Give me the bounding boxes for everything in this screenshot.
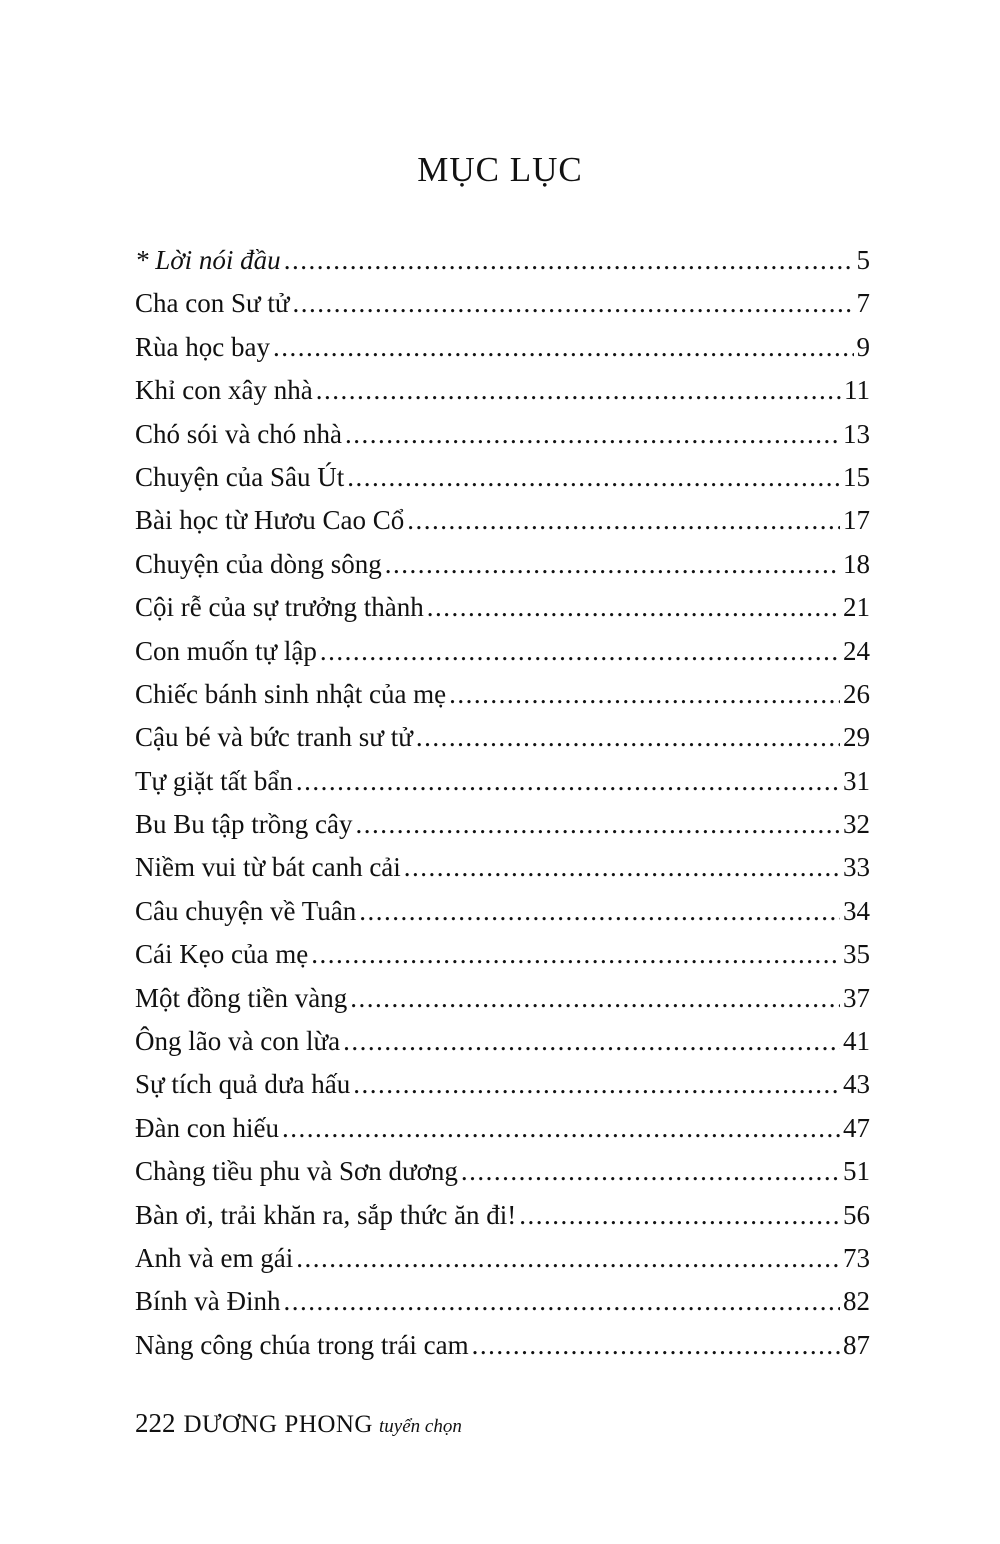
dot-leader (385, 543, 840, 586)
page-footer (135, 1408, 462, 1439)
toc-entry-title: Chuyện của dòng sông (135, 548, 382, 579)
dot-leader (449, 673, 840, 716)
toc-entry-title: Bàn ơi, trải khăn ra, sắp thức ăn đi! (135, 1199, 517, 1230)
toc-entry-page-number: 11 (844, 375, 870, 406)
toc-entry (135, 890, 870, 933)
toc-entry-title: Chàng tiều phu và Sơn dương (135, 1156, 458, 1187)
toc-entry (135, 499, 870, 542)
dot-leader (273, 326, 854, 369)
dot-leader (311, 933, 840, 976)
dot-leader (519, 1194, 840, 1237)
toc-entry-title: Bu Bu tập trồng cây (135, 809, 353, 840)
toc-entry (135, 1063, 870, 1106)
toc-entry (135, 933, 870, 976)
toc-entry-title: Chiếc bánh sinh nhật của mẹ (135, 678, 447, 709)
toc-entry-page-number: 41 (843, 1026, 870, 1057)
toc-entry-title: Ông lão và con lừa (135, 1026, 341, 1057)
toc-entry (135, 1237, 870, 1280)
toc-entry (135, 456, 870, 499)
toc-entry-page-number: 47 (843, 1112, 870, 1143)
toc-entry-page-number: 13 (843, 418, 870, 449)
toc-entry-page-number: 18 (843, 548, 870, 579)
toc-entry-title: * Lời nói đầu (135, 245, 281, 275)
dot-leader (353, 1063, 840, 1106)
toc-entry-title: Niềm vui từ bát canh cải (135, 852, 401, 883)
dot-leader (296, 1237, 840, 1280)
toc-entry-page-number: 37 (843, 982, 870, 1013)
toc-entry-page-number: 15 (843, 461, 870, 492)
dot-leader (284, 239, 854, 282)
dot-leader (296, 760, 840, 803)
dot-leader (355, 803, 840, 846)
dot-leader (427, 586, 840, 629)
toc-entry (135, 1150, 870, 1193)
dot-leader (407, 499, 840, 542)
dot-leader (472, 1324, 840, 1367)
toc-entry-page-number: 24 (843, 635, 870, 666)
toc-entry-page-number: 87 (843, 1329, 870, 1360)
toc-entry (135, 1324, 870, 1367)
dot-leader (404, 846, 840, 889)
toc-entry (135, 326, 870, 369)
dot-leader (343, 1020, 840, 1063)
toc-entry-page-number: 26 (843, 678, 870, 709)
dot-leader (461, 1150, 840, 1193)
toc-entry (135, 846, 870, 889)
toc-entry (135, 282, 870, 325)
toc-entry-page-number: 33 (843, 852, 870, 883)
toc-entry (135, 760, 870, 803)
toc-entry-title: Cội rễ của sự trưởng thành (135, 592, 424, 623)
toc-entry-page-number: 34 (843, 895, 870, 926)
toc-entry (135, 239, 870, 282)
dot-leader (284, 1280, 841, 1323)
table-of-contents (135, 239, 870, 1367)
toc-entry (135, 803, 870, 846)
toc-entry-title: Rùa học bay (135, 331, 270, 362)
toc-entry (135, 716, 870, 759)
toc-entry (135, 543, 870, 586)
toc-entry-title: Bính và Đinh (135, 1286, 281, 1317)
toc-entry-page-number: 51 (843, 1156, 870, 1187)
dot-leader (359, 890, 840, 933)
dot-leader (316, 369, 841, 412)
toc-entry (135, 1280, 870, 1323)
toc-entry-page-number: 31 (843, 765, 870, 796)
toc-entry-page-number: 21 (843, 592, 870, 623)
dot-leader (345, 413, 840, 456)
toc-entry-page-number: 73 (843, 1242, 870, 1273)
toc-entry-title: Anh và em gái (135, 1242, 294, 1273)
toc-entry-title: Bài học từ Hươu Cao Cổ (135, 505, 405, 536)
toc-entry-title: Một đồng tiền vàng (135, 982, 348, 1013)
toc-entry-page-number: 29 (843, 722, 870, 753)
toc-entry-title: Con muốn tự lập (135, 635, 317, 666)
toc-entry (135, 1020, 870, 1063)
toc-entry (135, 977, 870, 1020)
toc-entry-title: Tự giặt tất bẩn (135, 765, 293, 796)
toc-entry-page-number: 7 (856, 288, 870, 319)
toc-entry-page-number: 35 (843, 939, 870, 970)
dot-leader (293, 282, 854, 325)
toc-entry (135, 369, 870, 412)
toc-entry-title: Cái Kẹo của mẹ (135, 939, 309, 970)
toc-entry-page-number: 32 (843, 809, 870, 840)
dot-leader (350, 977, 840, 1020)
toc-entry (135, 630, 870, 673)
page-title: MỤC LỤC (417, 150, 583, 189)
toc-entry (135, 673, 870, 716)
toc-entry-title: Cậu bé và bức tranh sư tử (135, 722, 413, 753)
toc-entry-title: Câu chuyện về Tuân (135, 895, 357, 926)
toc-entry-title: Chó sói và chó nhà (135, 418, 342, 449)
footer-subtitle: tuyển chọn (378, 1416, 462, 1437)
dot-leader (282, 1107, 840, 1150)
toc-entry-page-number: 43 (843, 1069, 870, 1100)
toc-entry-title: Cha con Sư tử (135, 288, 290, 319)
toc-entry (135, 1194, 870, 1237)
footer-author: DƯƠNG PHONG (183, 1411, 373, 1438)
toc-entry-title: Sự tích quả dưa hấu (135, 1069, 351, 1100)
footer-page-number: 222 (135, 1408, 176, 1438)
toc-entry (135, 413, 870, 456)
dot-leader (416, 716, 840, 759)
toc-entry-title: Nàng công chúa trong trái cam (135, 1329, 469, 1360)
toc-entry (135, 586, 870, 629)
dot-leader (320, 630, 840, 673)
toc-entry-page-number: 9 (856, 331, 870, 362)
toc-entry (135, 1107, 870, 1150)
toc-entry-page-number: 5 (856, 245, 870, 275)
dot-leader (347, 456, 840, 499)
toc-entry-title: Chuyện của Sâu Út (135, 461, 345, 492)
toc-entry-title: Khỉ con xây nhà (135, 375, 313, 406)
toc-entry-page-number: 56 (843, 1199, 870, 1230)
toc-entry-title: Đàn con hiếu (135, 1112, 279, 1143)
toc-entry-page-number: 17 (843, 505, 870, 536)
toc-entry-page-number: 82 (843, 1286, 870, 1317)
